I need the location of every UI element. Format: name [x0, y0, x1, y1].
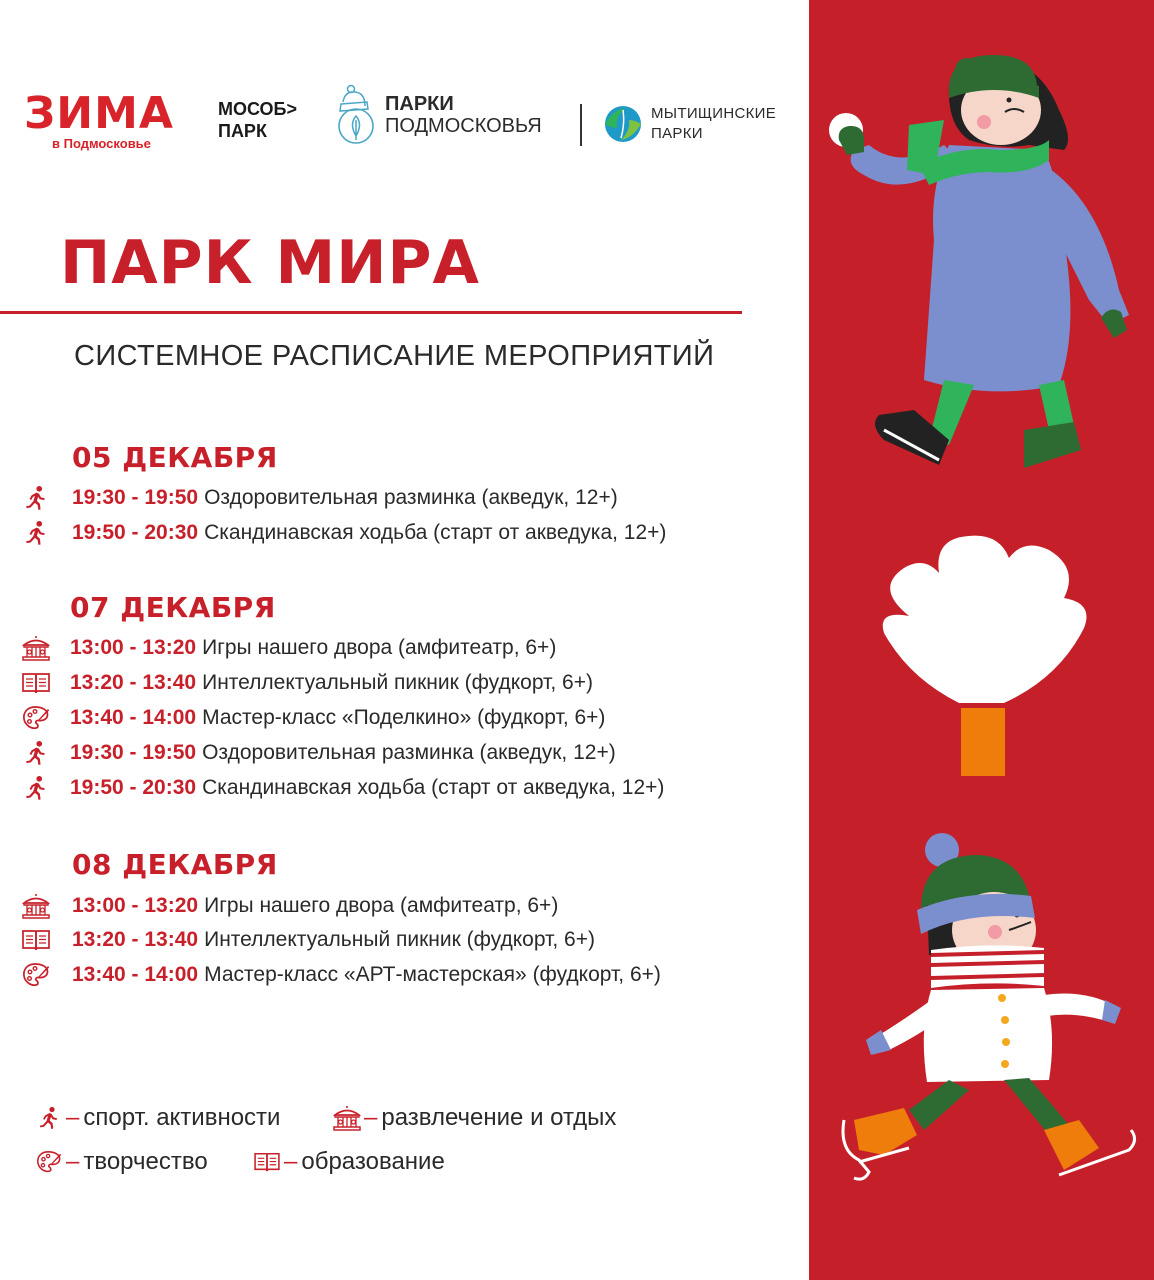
book-icon: [20, 668, 52, 698]
event-row: [72, 960, 661, 990]
legend-dash: –: [66, 1148, 80, 1175]
snowy-tree-illustration: [809, 528, 1154, 788]
event-description: Оздоровительная разминка (акведук, 12+): [202, 741, 616, 764]
mosoblpark-logo-line2: ПАРК: [218, 121, 267, 141]
event-row: [70, 738, 616, 768]
event-description: Оздоровительная разминка (акведук, 12+): [204, 486, 618, 509]
event-time: 13:40 - 14:00: [70, 706, 197, 729]
mytishchi-parks-text: [651, 104, 776, 144]
event-time: 13:20 - 13:40: [70, 671, 197, 694]
event-time: 13:00 - 13:20: [70, 636, 197, 659]
event-time: 13:20 - 13:40: [72, 928, 199, 951]
event-time: 19:50 - 20:30: [70, 776, 197, 799]
palette-icon: [20, 960, 52, 990]
legend-dash: –: [66, 1104, 80, 1131]
legend-label: спорт. активности: [83, 1104, 281, 1131]
mosoblpark-logo-line1: МОСОБ>: [218, 99, 297, 119]
parki-logo-line1: ПАРКИ: [385, 93, 454, 115]
day-heading-05: 05 ДЕКАБРЯ: [72, 441, 278, 474]
legend-label: развлечение и отдых: [381, 1104, 617, 1131]
logo-divider: [580, 104, 582, 146]
page-subtitle: СИСТЕМНОЕ РАСПИСАНИЕ МЕРОПРИЯТИЙ: [74, 340, 715, 372]
event-row: [72, 518, 666, 548]
event-time: 19:50 - 20:30: [72, 521, 199, 544]
runner-icon: [20, 483, 52, 513]
event-description: Игры нашего двора (амфитеатр, 6+): [202, 636, 557, 659]
title-underline: [0, 311, 742, 314]
event-row: [70, 703, 605, 733]
legend-label: творчество: [83, 1148, 208, 1175]
event-row: [70, 773, 664, 803]
book-icon: [20, 925, 52, 955]
mosoblpark-logo: [218, 98, 297, 142]
leaf-globe-icon: [603, 104, 643, 144]
parki-podmoskovya-text: [385, 93, 542, 137]
mytishchi-parks-logo: [603, 104, 776, 144]
girl-snowball-illustration: [809, 0, 1154, 480]
event-description: Скандинавская ходьба (старт от акведука, 12+): [202, 776, 665, 799]
day-heading-07: 07 ДЕКАБРЯ: [70, 591, 276, 624]
parki-logo-line2: ПОДМОСКОВЬЯ: [385, 115, 542, 137]
myt-logo-line1: МЫТИЩИНСКИЕ: [651, 105, 777, 122]
carousel-icon: [332, 1105, 362, 1131]
legend-art: [34, 1148, 208, 1176]
event-row: [70, 633, 556, 663]
event-description: Интеллектуальный пикник (фудкорт, 6+): [204, 928, 595, 951]
event-description: Интеллектуальный пикник (фудкорт, 6+): [202, 671, 593, 694]
event-description: Мастер-класс «Поделкино» (фудкорт, 6+): [202, 706, 606, 729]
parki-podmoskovya-logo: [335, 84, 542, 146]
event-time: 19:30 - 19:50: [70, 741, 197, 764]
book-icon: [252, 1149, 282, 1175]
legend-fun: [332, 1104, 616, 1132]
event-row: [72, 925, 595, 955]
legend-dash: –: [284, 1148, 298, 1175]
zima-logo-subtitle: в Подмосковье: [52, 136, 151, 151]
illustration-panel: [809, 0, 1154, 1280]
legend-label: образование: [301, 1148, 445, 1175]
event-description: Скандинавская ходьба (старт от акведука, 12+): [204, 521, 667, 544]
event-time: 19:30 - 19:50: [72, 486, 199, 509]
runner-icon: [34, 1105, 64, 1131]
palette-icon: [20, 703, 52, 733]
zima-logo: [24, 88, 196, 151]
runner-icon: [20, 738, 52, 768]
event-row: [72, 483, 618, 513]
event-row: [70, 668, 593, 698]
carousel-icon: [20, 891, 52, 921]
legend-sport: [34, 1104, 280, 1132]
event-description: Игры нашего двора (амфитеатр, 6+): [204, 894, 559, 917]
runner-icon: [20, 773, 52, 803]
day-heading-08: 08 ДЕКАБРЯ: [72, 848, 278, 881]
zima-logo-word: ЗИМА: [24, 88, 174, 139]
event-description: Мастер-класс «АРТ-мастерская» (фудкорт, 6+): [204, 963, 661, 986]
event-time: 13:40 - 14:00: [72, 963, 199, 986]
event-row: [72, 891, 558, 921]
runner-icon: [20, 518, 52, 548]
palette-icon: [34, 1149, 64, 1175]
page-title: ПАРК МИРА: [60, 228, 480, 298]
tree-hat-icon: [335, 84, 379, 146]
event-time: 13:00 - 13:20: [72, 894, 199, 917]
legend-dash: –: [364, 1104, 378, 1131]
myt-logo-line2: ПАРКИ: [651, 125, 703, 142]
legend-edu: [252, 1148, 445, 1176]
carousel-icon: [20, 633, 52, 663]
boy-skating-illustration: [809, 830, 1154, 1210]
